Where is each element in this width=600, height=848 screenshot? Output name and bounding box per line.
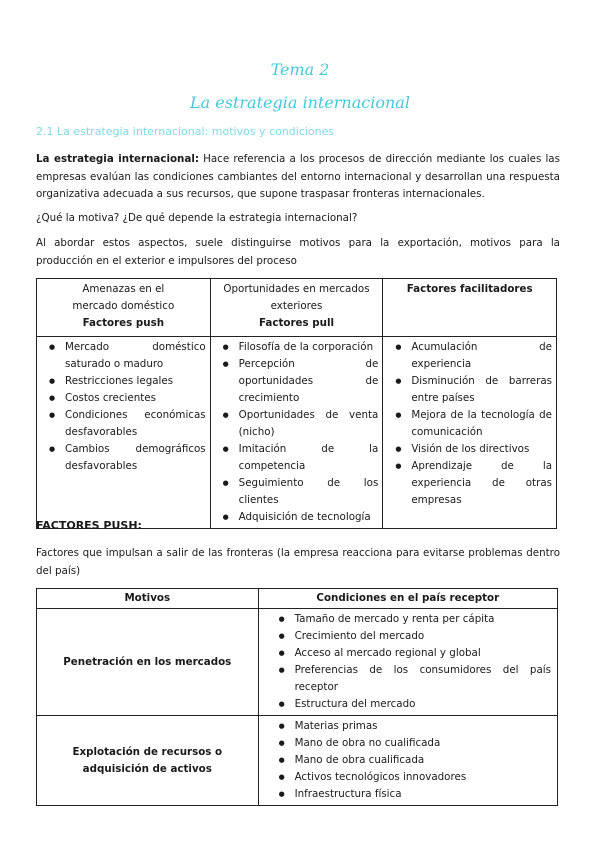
intro-lead: La estrategia internacional: bbox=[36, 153, 199, 165]
list-item: ● Mercado doméstico saturado o maduro bbox=[59, 339, 206, 373]
list-item: ● Percepción de oportunidades de crecimiento bbox=[233, 356, 379, 407]
header-pull: Oportunidades en mercados exteriores Factores pull bbox=[210, 279, 383, 337]
list-item: ● Aprendizaje de la experiencia de otras empresas bbox=[405, 458, 552, 509]
question-paragraph: ¿Qué la motiva? ¿De qué depende la estrategia internacional? bbox=[36, 212, 358, 224]
list-item: ● Activos tecnológicos innovadores bbox=[289, 769, 551, 786]
pull-list-cell bbox=[210, 337, 383, 529]
header-conditions: Condiciones en el país receptor bbox=[258, 589, 557, 609]
list-item: ● Oportunidades de venta (nicho) bbox=[233, 407, 379, 441]
push-conditions-table bbox=[36, 588, 558, 806]
list-item: ● Disminución de barreras entre países bbox=[405, 373, 552, 407]
list-item: ● Estructura del mercado bbox=[289, 696, 551, 713]
table-header-row bbox=[37, 279, 557, 337]
header-push: Amenazas en el mercado doméstico Factores push bbox=[37, 279, 211, 337]
header-motives: Motivos bbox=[37, 589, 259, 609]
list-item: ● Filosofía de la corporación bbox=[233, 339, 379, 356]
list-item: ● Imitación de la competencia bbox=[233, 441, 379, 475]
list-item: ● Visión de los directivos bbox=[405, 441, 552, 458]
table-header-row bbox=[37, 589, 558, 609]
motive-cell: Explotación de recursos o adquisición de activos bbox=[37, 716, 259, 806]
page-subtitle: La estrategia internacional bbox=[190, 93, 410, 112]
conditions-cell bbox=[258, 609, 557, 716]
list-item: ● Cambios demográficos desfavorables bbox=[59, 441, 206, 475]
list-item: ● Tamaño de mercado y renta per cápita bbox=[289, 611, 551, 628]
facilitators-list-cell bbox=[383, 337, 557, 529]
motive-cell: Penetración en los mercados bbox=[37, 609, 259, 716]
push-heading: FACTORES PUSH: bbox=[36, 519, 142, 532]
approach-paragraph: Al abordar estos aspectos, suele distinguirse motivos para la exportación, motivos para la producción en el exterior e impulsores del proceso bbox=[36, 237, 560, 267]
list-item: ● Adquisición de tecnología bbox=[233, 509, 379, 526]
list-item: ● Infraestructura física bbox=[289, 786, 551, 803]
list-item: ● Preferencias de los consumidores del país receptor bbox=[289, 662, 551, 696]
list-item: ● Seguimiento de los clientes bbox=[233, 475, 379, 509]
conditions-cell bbox=[258, 716, 557, 806]
intro-text: Hace referencia a los procesos de dirección mediante los cuales las empresas evalúan las condiciones cambiantes del entorno internacional y desarrollan una respuesta organizativa adecuada a sus recursos, que supone traspasar fronteras internacionales. bbox=[36, 153, 560, 200]
table-row bbox=[37, 609, 558, 716]
header-facilitators: Factores facilitadores bbox=[383, 279, 557, 337]
list-item: ● Acceso al mercado regional y global bbox=[289, 645, 551, 662]
list-item: ● Materias primas bbox=[289, 718, 551, 735]
list-item: ● Restricciones legales bbox=[59, 373, 206, 390]
list-item: ● Costos crecientes bbox=[59, 390, 206, 407]
list-item: ● Acumulación de experiencia bbox=[405, 339, 552, 373]
push-paragraph: Factores que impulsan a salir de las fronteras (la empresa reacciona para evitarse problemas dentro del país) bbox=[36, 547, 560, 577]
table-row bbox=[37, 716, 558, 806]
list-item: ● Mano de obra cualificada bbox=[289, 752, 551, 769]
page-title: Tema 2 bbox=[270, 60, 330, 79]
table-row bbox=[37, 337, 557, 529]
intro-paragraph bbox=[36, 151, 560, 204]
section-heading: 2.1 La estrategia internacional: motivos y condiciones bbox=[36, 125, 335, 138]
factors-table bbox=[36, 278, 557, 529]
list-item: ● Condiciones económicas desfavorables bbox=[59, 407, 206, 441]
list-item: ● Crecimiento del mercado bbox=[289, 628, 551, 645]
push-list-cell bbox=[37, 337, 211, 529]
list-item: ● Mejora de la tecnología de comunicación bbox=[405, 407, 552, 441]
list-item: ● Mano de obra no cualificada bbox=[289, 735, 551, 752]
